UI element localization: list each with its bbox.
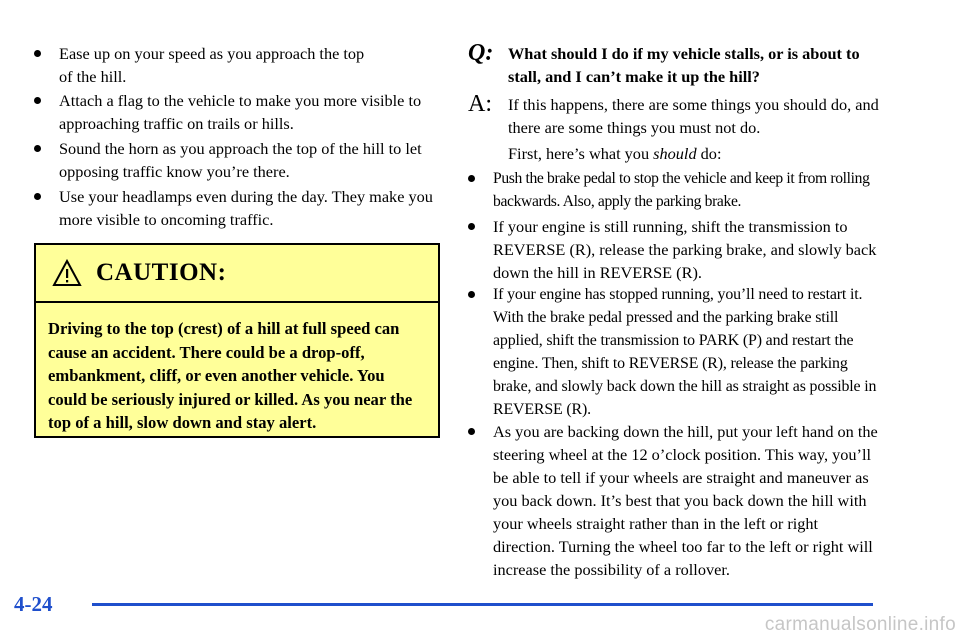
page-number: 4-24	[14, 592, 53, 616]
right-bullet-item	[468, 420, 880, 581]
question-letter: Q:	[468, 40, 494, 66]
bullet-text: Push the brake pedal to stop the vehicle and keep it from rolling backwards. Also, apply the parking brake.	[493, 170, 870, 210]
left-bullet-item	[34, 89, 439, 135]
right-bullet-item	[468, 215, 880, 284]
bullet-dot-icon	[34, 145, 41, 152]
answer-block	[468, 91, 880, 165]
bullet-text: Attach a flag to the vehicle to make you more visible to approaching traffic on trails or hills.	[59, 91, 422, 133]
warning-triangle-icon	[52, 259, 82, 287]
bullet-text: Sound the horn as you approach the top of the hill to let opposing traffic know you’re there.	[59, 139, 422, 181]
left-bullet-item	[34, 137, 439, 183]
bullet-dot-icon	[468, 291, 475, 298]
answer-letter: A:	[468, 91, 492, 117]
right-bullet-item	[468, 283, 880, 421]
right-bullet-item	[468, 167, 880, 213]
bullet-dot-icon	[34, 193, 41, 200]
bullet-dot-icon	[34, 97, 41, 104]
answer-text: If this happens, there are some things you should do, and there are some things you must not do.	[508, 95, 879, 137]
left-bullet-item	[34, 42, 439, 88]
bullet-dot-icon	[468, 223, 475, 230]
question-block	[468, 40, 880, 88]
bullet-text: Use your headlamps even during the day. They make you more visible to oncoming traffic.	[59, 187, 433, 229]
answer-first-line	[508, 142, 880, 165]
caution-title: CAUTION:	[96, 259, 227, 286]
bullet-text: Ease up on your speed as you approach the top of the hill.	[59, 44, 365, 86]
watermark: carmanualsonline.info	[764, 614, 956, 635]
bullet-text: If your engine has stopped running, you’ll need to restart it. With the brake pedal pressed and the parking brake still applied, shift the transmission to PARK (P) and restart the engine. Then, shift to REVERSE (R), release the parking brake, and slowly back down the hill as straight as possible in REVERSE (R).	[493, 286, 877, 418]
answer-first-emphasis: should	[653, 144, 697, 163]
caution-box	[34, 243, 440, 438]
footer-rule	[92, 603, 873, 606]
caution-header	[36, 245, 438, 303]
bullet-dot-icon	[468, 175, 475, 182]
answer-first-suffix: do:	[696, 144, 722, 163]
answer-first-prefix: First, here’s what you	[508, 144, 654, 163]
bullet-dot-icon	[468, 428, 475, 435]
left-bullet-item	[34, 185, 439, 231]
question-text: What should I do if my vehicle stalls, or is about to stall, and I can’t make it up the hill?	[508, 44, 860, 86]
caution-body: Driving to the top (crest) of a hill at full speed can cause an accident. There could be a drop-off, embankment, cliff, or even another vehicle. You could be seriously injured or killed. As you near the top of a hill, slow down and stay alert.	[48, 319, 413, 433]
bullet-text: If your engine is still running, shift the transmission to REVERSE (R), release the parking brake, and slowly back down the hill in REVERSE (R).	[493, 217, 877, 282]
bullet-text: As you are backing down the hill, put your left hand on the steering wheel at the 12 o’clock position. This way, you’ll be able to tell if your wheels are straight and maneuver as you back down. It’s best that you back down the hill with your wheels straight rather than in the left or right direction. Turning the wheel too far to the left or right will increase the possibility of a rollover.	[493, 422, 878, 579]
bullet-dot-icon	[34, 50, 41, 57]
